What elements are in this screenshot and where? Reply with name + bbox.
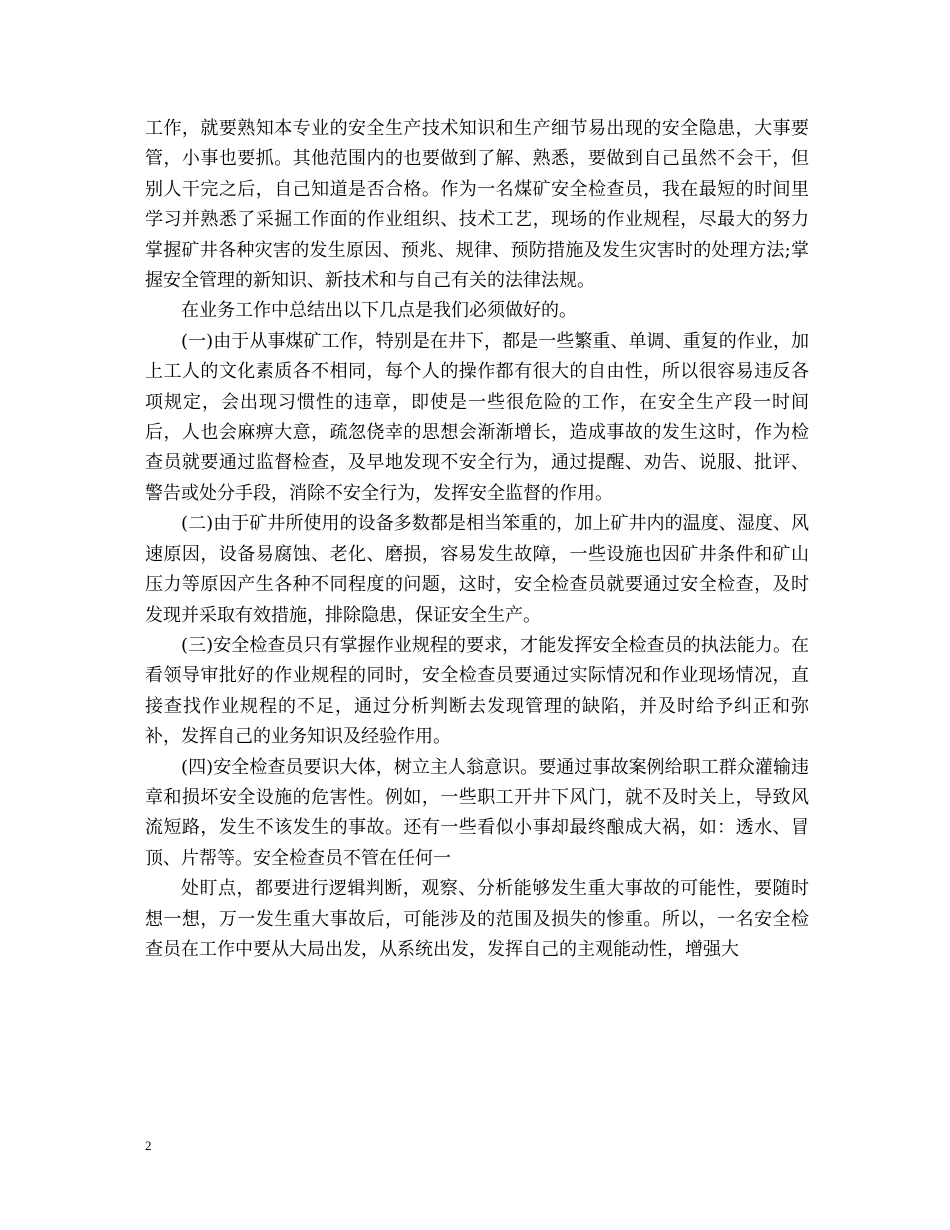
page-number: 2	[145, 1138, 152, 1153]
document-body	[145, 114, 809, 965]
paragraph-4: (二)由于矿井所使用的设备多数都是相当笨重的，加上矿井内的温度、湿度、风速原因，设备易腐蚀、老化、磨损，容易发生故障，一些设施也因矿井条件和矿山压力等原因产生各种不同程度的问题，这时，安全检查员就要通过安全检查，及时发现并采取有效措施，排除隐患，保证安全生产。	[145, 513, 809, 626]
paragraph-1: 工作，就要熟知本专业的安全生产技术知识和生产细节易出现的安全隐患，大事要管，小事也要抓。其他范围内的也要做到了解、熟悉，要做到自己虽然不会干，但别人干完之后，自己知道是否合格。作为一名煤矿安全检查员，我在最短的时间里学习并熟悉了采掘工作面的作业组织、技术工艺，现场的作业规程，尽最大的努力掌握矿井各种灾害的发生原因、预兆、规律、预防措施及发生灾害时的处理方法;掌握安全管理的新知识、新技术和与自己有关的法律法规。	[145, 118, 809, 292]
paragraph-5: (三)安全检查员只有掌握作业规程的要求，才能发挥安全检查员的执法能力。在看领导审批好的作业规程的同时，安全检查员要通过实际情况和作业现场情况，直接查找作业规程的不足，通过分析判断去发现管理的缺陷，并及时给予纠正和弥补，发挥自己的业务知识及经验作用。	[145, 634, 809, 748]
paragraph-6: (四)安全检查员要识大体，树立主人翁意识。要通过事故案例给职工群众灌输违章和损坏安全设施的危害性。例如，一些职工开井下风门，就不及时关上，导致风流短路，发生不该发生的事故。还有一些看似小事却最终酿成大祸，如：透水、冒顶、片帮等。安全检查员不管在任何一	[145, 756, 809, 869]
paragraph-7: 处盯点，都要进行逻辑判断，观察、分析能够发生重大事故的可能性，要随时想一想，万一发生重大事故后，可能涉及的范围及损失的惨重。所以，一名安全检查员在工作中要从大局出发，从系统出发，发挥自己的主观能动性，增强大	[145, 878, 809, 960]
paragraph-3: (一)由于从事煤矿工作，特别是在井下，都是一些繁重、单调、重复的作业，加上工人的文化素质各不相同，每个人的操作都有很大的自由性，所以很容易违反各项规定，会出现习惯性的违章，即使是一些很危险的工作，在安全生产段一时间后，人也会麻痹大意，疏忽侥幸的思想会渐渐增长，造成事故的发生这时，作为检查员就要通过监督检查，及早地发现不安全行为，通过提醒、劝告、说服、批评、警告或处分手段，消除不安全行为，发挥安全监督的作用。	[145, 330, 809, 504]
paragraph-2: 在业务工作中总结出以下几点是我们必须做好的。	[181, 300, 577, 322]
